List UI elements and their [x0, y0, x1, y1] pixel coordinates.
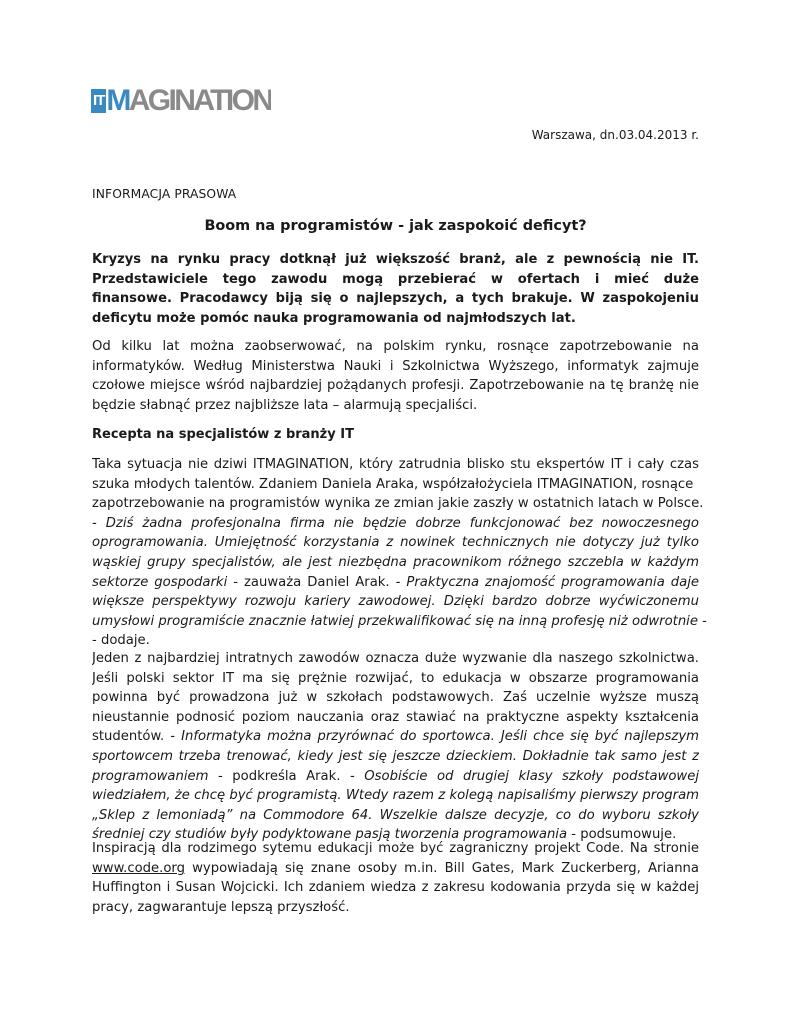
lead-line: finansowe. Pracodawcy biją się o najlepszych, a tych brakuje. W zaspokojeniu [92, 291, 699, 307]
paragraph-line: będzie słabnąć przez najbliższe lata – alarmują specjaliści. [92, 397, 478, 413]
quote-text: średniej czy studiów były podyktowane pasją tworzenia programowania [92, 827, 568, 843]
paragraph-line [92, 806, 699, 826]
logo-letter-m: M [106, 89, 129, 113]
lead-line: Kryzys na rynku pracy dotknął już większość branż, ale z pewnością nie IT. [92, 252, 699, 267]
paragraph-line: pracy, zagwarantuje lepszą przyszłość. [92, 899, 350, 915]
paragraph-line: Od kilku lat można zaobserwować, na polskim rynku, rosnące zapotrzebowanie na [92, 339, 699, 354]
paragraph-line: informatyków. Według Ministerstwa Nauki i Szkolnictwa Wyższego, informatyk zajmuje [92, 358, 699, 374]
quote-text: - Praktyczna znajomość programowania daje [395, 574, 699, 590]
lead-line: Przedstawiciele tego zawodu mogą przebierać w ofertach i mieć duże [92, 271, 699, 287]
quote-text: wąskiej grupy specjalistów, ale jest niezbędna pracownikom różnego szczebla w każdym [92, 554, 699, 570]
paragraph-line [92, 553, 699, 573]
quote-text: - Informatyka można przyrównać do sportowca. Jeśli chce się być najlepszym [170, 729, 699, 745]
paragraph-line: Jeśli polski sektor IT ma się prężnie rozwijać, to edukacja w obszarze programowania [92, 670, 699, 686]
paragraph-line: - dodaje. [92, 633, 150, 649]
paragraph-2 [92, 455, 707, 651]
paragraph-line [92, 859, 699, 879]
logo-letters-rest: AGINATION [128, 89, 272, 113]
attribution-text: - podsumowuje. [567, 827, 677, 843]
paragraph-line [92, 767, 699, 787]
quote-text: umysłowi programiście znacznie łatwiej przekwalifikować się na inną profesję niż odwrotnie [92, 613, 698, 629]
paragraph-line [92, 612, 707, 632]
document-date: Warszawa, dn.03.04.2013 r. [531, 128, 699, 142]
quote-text: - Osobiście od drugiej klasy szkoły podstawowej [349, 768, 699, 784]
plain-text: studentów. [92, 729, 171, 745]
dash-text: - [697, 613, 707, 629]
lead-line: deficytu może pomóc nauka programowania od najmłodszych lat. [92, 310, 576, 326]
paragraph-line [92, 573, 699, 593]
paragraph-line: zapotrzebowanie na programistów wynika ze zmian jakie zaszły w ostatnich latach w Polsce. [92, 496, 704, 512]
paragraph-line [92, 786, 699, 806]
paragraph-line [92, 592, 699, 612]
company-logo [91, 89, 271, 113]
document-title: Boom na programistów - jak zaspokoić deficyt? [204, 218, 587, 234]
quote-text: oprogramowania. Umiejętność korzystania z nowinek technicznych nie dotyczy już tylko [92, 535, 699, 551]
code-org-link[interactable]: www.code.org [92, 860, 185, 876]
paragraph-line [92, 747, 699, 767]
paragraph-line: Inspiracją dla rodzimego sytemu edukacji może być zagraniczny projekt Code. Na stronie [92, 841, 699, 856]
quote-text: sektorze gospodarki [92, 574, 228, 590]
paragraph-line: czołowe miejsce wśród najbardziej pożądanych profesji. Zapotrzebowanie na tę branżę nie [92, 378, 699, 394]
paragraph-1 [92, 337, 699, 415]
quote-text: „Sklep z lemoniadą” na Commodore 64. Wszelkie dalsze decyzje, co do wyboru szkoły [92, 807, 699, 823]
quote-text: większe perspektywy rozwoju kariery zawodowej. Dzięki bardzo dobrze wyćwiczonemu [92, 594, 699, 610]
paragraph-line: Huffington i Susan Wojcicki. Ich zdaniem wiedza z zakresu kodowania przyda się w każdej [92, 880, 699, 896]
attribution-text: - podkreśla Arak. [208, 768, 350, 784]
lead-paragraph [92, 250, 699, 328]
paragraph-line [92, 533, 699, 553]
paragraph-line: Taka sytuacja nie dziwi ITMAGINATION, który zatrudnia blisko stu ekspertów IT i cały czas [92, 457, 699, 472]
plain-text: wypowiadają się znane osoby m.in. Bill Gates, Mark Zuckerberg, Arianna [184, 860, 699, 876]
quote-text: - Dziś żadna profesjonalna firma nie będzie dobrze funkcjonować bez nowoczesnego [92, 515, 699, 531]
quote-text: sportowcem trzeba trenować, kiedy jest się jeszcze dzieckiem. Dokładnie tak samo jest z [92, 748, 699, 764]
paragraph-4 [92, 839, 699, 917]
logo-wordmark [106, 89, 271, 113]
attribution-text: - zauważa Daniel Arak. [227, 574, 396, 590]
logo-it-mark: IT [91, 89, 106, 113]
paragraph-line [92, 514, 699, 534]
paragraph-line: powinna być prowadzona już w szkołach podstawowych. Zaś uczelnie wyższe muszą [92, 690, 699, 706]
section-subheading: Recepta na specjalistów z branży IT [92, 427, 354, 442]
paragraph-line [92, 727, 699, 747]
quote-text: programowaniem [92, 768, 209, 784]
paragraph-line: szuka młodych talentów. Zdaniem Daniela Araka, współzałożyciela ITMAGINATION, rosnące [92, 476, 694, 492]
paragraph-line: Jeden z najbardziej intratnych zawodów oznacza duże wyzwanie dla naszego szkolnictwa. [92, 651, 699, 666]
paragraph-line: nieustannie podnosić poziom nauczania oraz stawiać na praktyczne aspekty kształcenia [92, 709, 699, 725]
paragraph-3 [92, 649, 699, 845]
document-label: INFORMACJA PRASOWA [92, 187, 237, 201]
quote-text: wiedziałem, że chcę być programistą. Wtedy razem z kolegą napisaliśmy pierwszy program [92, 788, 699, 804]
